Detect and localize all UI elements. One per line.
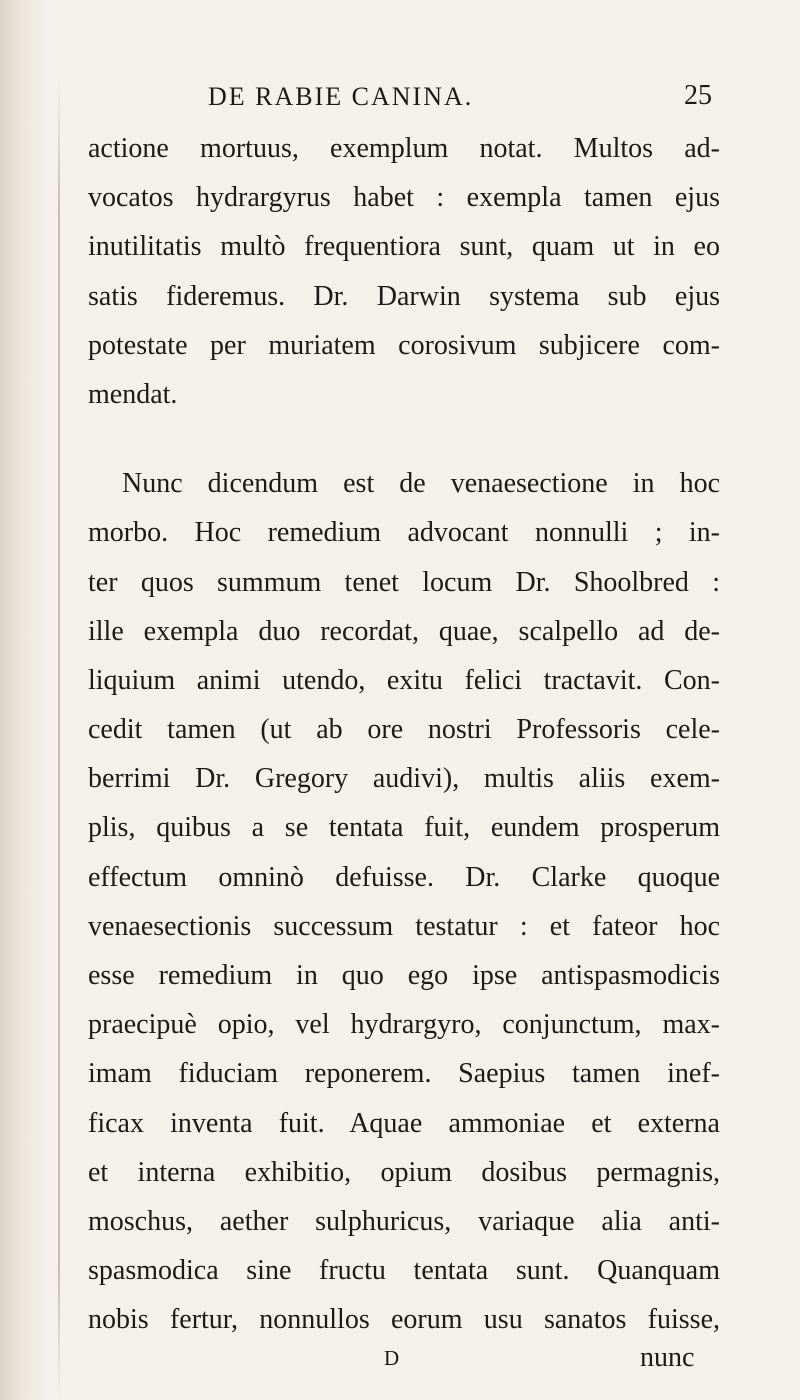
- text-line: ficax inventa fuit. Aquae ammoniae et externa: [88, 1107, 720, 1139]
- text-line: actione mortuus, exemplum notat. Multos ad-: [88, 133, 720, 164]
- text-line: potestate per muriatem corosivum subjicere com-: [88, 329, 720, 361]
- text-line: berrimi Dr. Gregory audivi), multis aliis exem-: [88, 763, 720, 795]
- text-line: effectum omninò defuisse. Dr. Clarke quoque: [88, 861, 720, 893]
- page-number: 25: [684, 80, 712, 111]
- text-line: liquium animi utendo, exitu felici tractavit. Con-: [88, 664, 720, 696]
- text-line: praecipuè opio, vel hydrargyro, conjunctum, max-: [88, 1009, 720, 1041]
- page-header: [0, 76, 800, 116]
- text-line: mendat.: [88, 378, 178, 410]
- text-line: vocatos hydrargyrus habet : exempla tamen ejus: [88, 182, 720, 214]
- text-line: venaesectionis successum testatur : et fateor hoc: [88, 910, 720, 942]
- page-footer: [0, 1342, 800, 1382]
- running-head: DE RABIE CANINA.: [208, 82, 474, 111]
- body-text: [88, 124, 720, 1345]
- text-line: inutilitatis multò frequentiora sunt, quam ut in eo: [88, 231, 720, 263]
- text-line: cedit tamen (ut ab ore nostri Professoris cele-: [88, 714, 720, 746]
- text-line: et interna exhibitio, opium dosibus permagnis,: [88, 1156, 720, 1188]
- catchword: nunc: [640, 1342, 695, 1373]
- text-line: morbo. Hoc remedium advocant nonnulli ; in-: [88, 517, 720, 549]
- text-line: Nunc dicendum est de venaesectione in hoc: [122, 468, 720, 500]
- text-line: ter quos summum tenet locum Dr. Shoolbred :: [88, 566, 720, 598]
- text-line: moschus, aether sulphuricus, variaque alia anti-: [88, 1205, 720, 1237]
- paragraph-2: [88, 459, 720, 1344]
- signature-mark: D: [384, 1346, 400, 1370]
- text-line: ille exempla duo recordat, quae, scalpello ad de-: [88, 615, 720, 647]
- page-gutter-shadow: [58, 80, 60, 1400]
- paragraph-1: [88, 124, 720, 419]
- text-line: nobis fertur, nonnullos eorum usu sanatos fuisse,: [88, 1304, 720, 1336]
- text-line: esse remedium in quo ego ipse antispasmodicis: [88, 960, 720, 991]
- text-line: imam fiduciam reponerem. Saepius tamen inef-: [88, 1058, 720, 1090]
- text-line: plis, quibus a se tentata fuit, eundem prosperum: [88, 812, 720, 844]
- page-binding-edge: [0, 0, 48, 1400]
- text-line: spasmodica sine fructu tentata sunt. Quanquam: [88, 1255, 720, 1287]
- text-line: satis fideremus. Dr. Darwin systema sub ejus: [88, 280, 720, 312]
